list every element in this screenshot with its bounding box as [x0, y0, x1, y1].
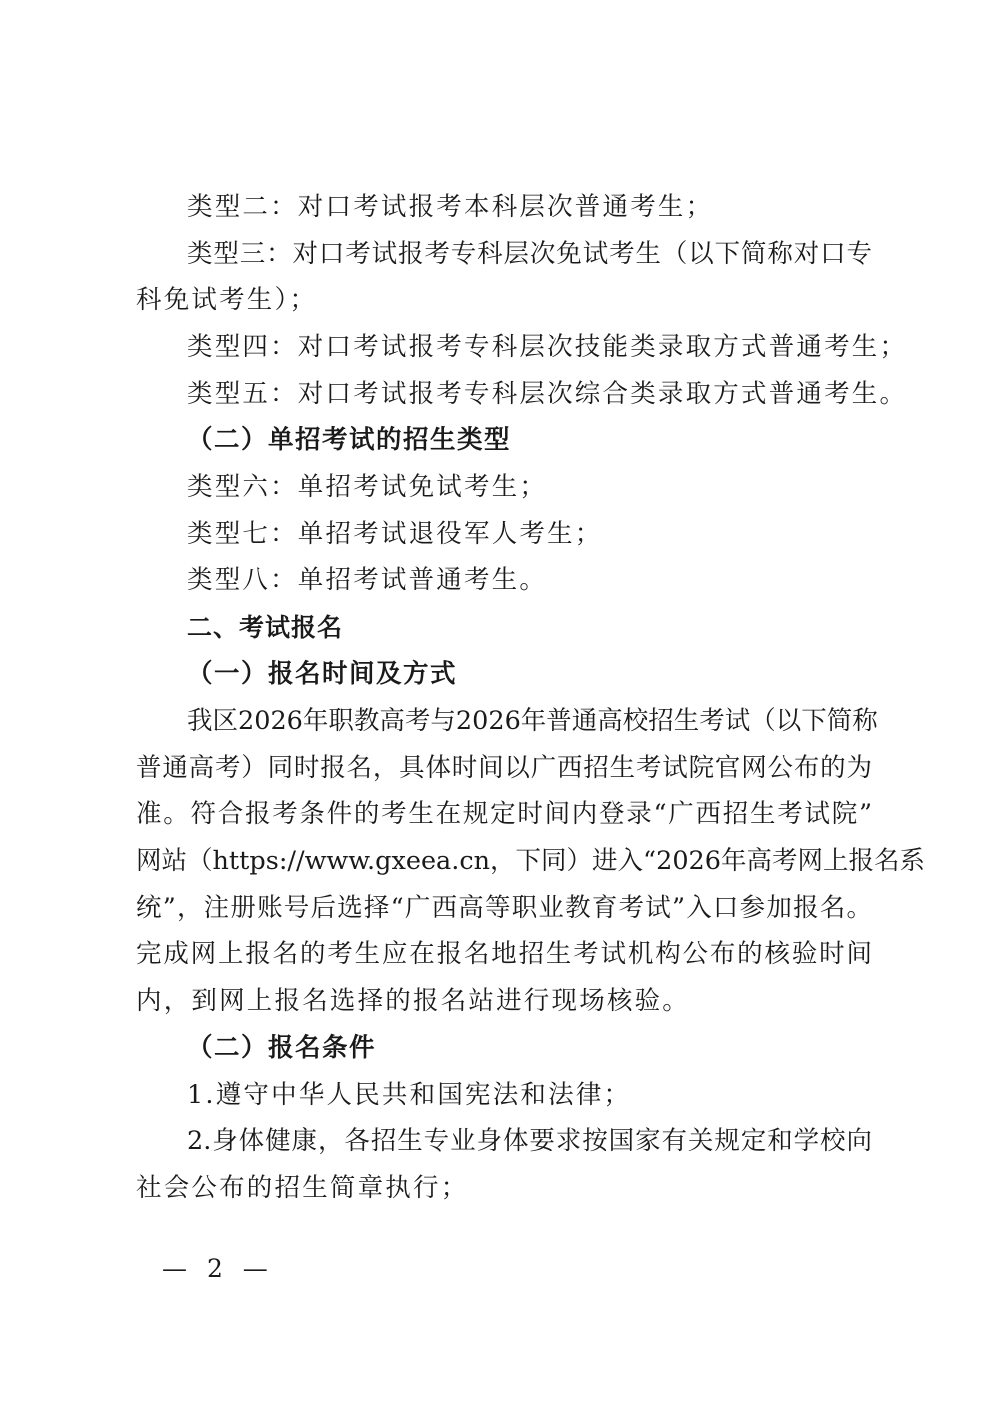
type-7-line: 类型七：单招考试退役军人考生；	[187, 519, 603, 549]
registration-paragraph-line-3: 准。符合报考条件的考生在规定时间内登录“广西招生考试院”	[136, 799, 872, 829]
type-4-line: 类型四：对口考试报考专科层次技能类录取方式普通考生；	[187, 332, 908, 362]
type-3-line-1: 类型三：对口考试报考专科层次免试考生（以下简称对口专	[187, 239, 872, 269]
type-6-line: 类型六：单招考试免试考生；	[187, 472, 548, 502]
type-5-line: 类型五：对口考试报考专科层次综合类录取方式普通考生。	[187, 379, 908, 409]
subheading-registration-time: （一）报名时间及方式	[187, 659, 458, 689]
type-2-line: 类型二：对口考试报考本科层次普通考生；	[187, 192, 714, 222]
section-heading-registration: 二、考试报名	[187, 613, 344, 642]
registration-paragraph-line-7: 内，到网上报名选择的报名站进行现场核验。	[136, 986, 691, 1016]
type-8-line: 类型八：单招考试普通考生。	[187, 565, 548, 595]
condition-1-line: 1.遵守中华人民共和国宪法和法律；	[187, 1080, 632, 1110]
registration-paragraph-line-1: 我区2026年职教高考与2026年普通高校招生考试（以下简称	[187, 706, 878, 736]
registration-paragraph-line-2: 普通高考）同时报名，具体时间以广西招生考试院官网公布的为	[136, 753, 872, 783]
registration-paragraph-line-4: 网站（https://www.gxeea.cn，下同）进入“2026年高考网上报名系	[136, 846, 925, 876]
type-3-line-2: 科免试考生）；	[136, 285, 318, 315]
subheading-single-exam-types: （二）单招考试的招生类型	[187, 425, 512, 455]
registration-paragraph-line-6: 完成网上报名的考生应在报名地招生考试机构公布的核验时间	[136, 939, 872, 969]
registration-paragraph-line-5: 统”，注册账号后选择“广西高等职业教育考试”入口参加报名。	[136, 893, 872, 923]
page-number: — 2 —	[162, 1254, 274, 1283]
condition-2-line-1: 2.身体健康，各招生专业身体要求按国家有关规定和学校向	[187, 1126, 872, 1156]
condition-2-line-2: 社会公布的招生简章执行；	[136, 1173, 469, 1203]
subheading-registration-conditions: （二）报名条件	[187, 1033, 377, 1063]
